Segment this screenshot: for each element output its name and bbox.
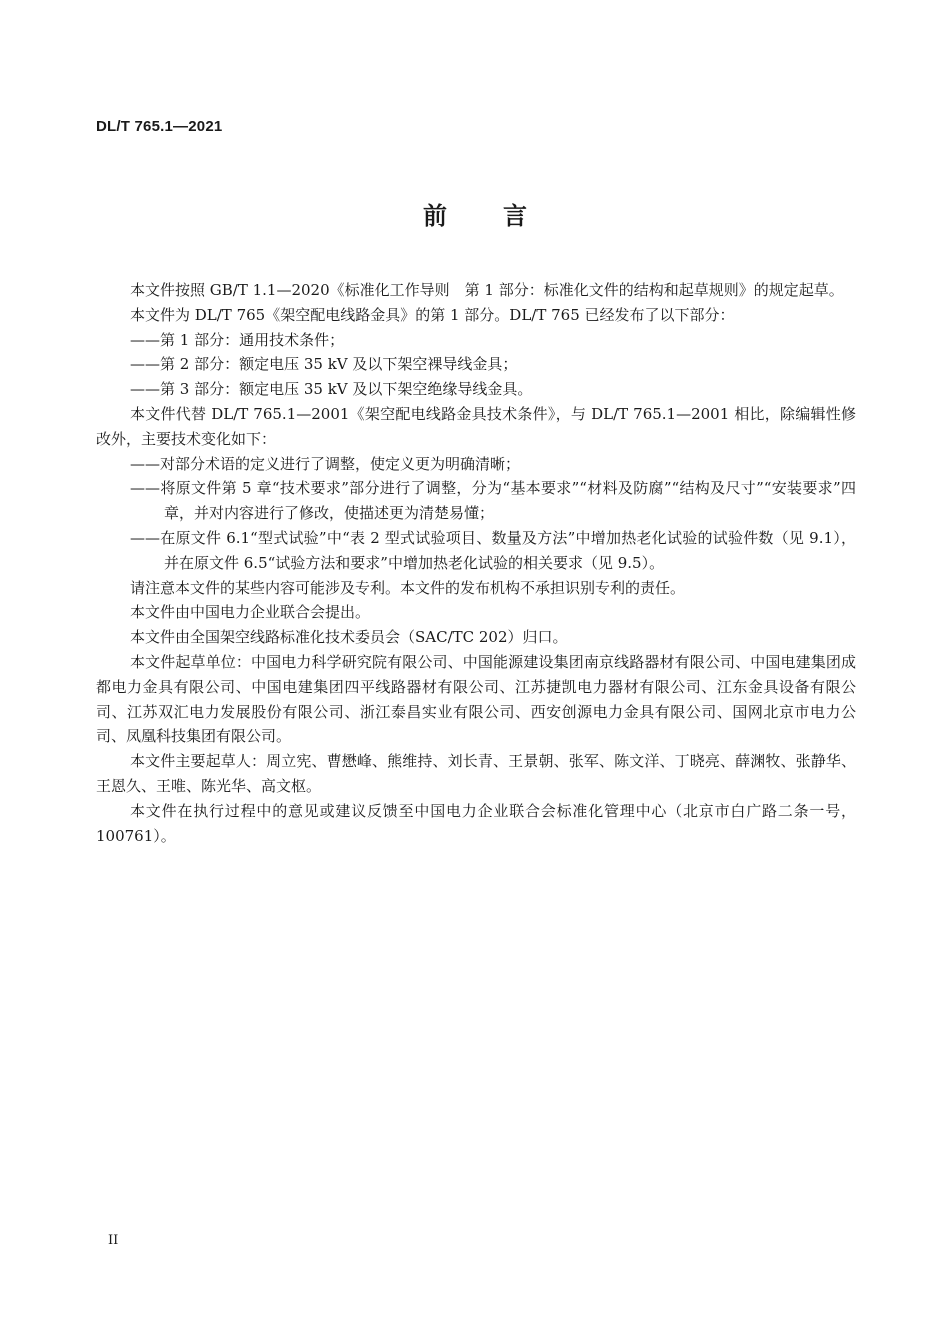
paragraph-feedback: 本文件在执行过程中的意见或建议反馈至中国电力企业联合会标准化管理中心（北京市白广路二条一号，100761）。: [96, 801, 856, 845]
list-item-change-2: ——将原文件第 5 章“技术要求”部分进行了调整，分为“基本要求”“材料及防腐”“结构及尺寸”“安装要求”四章，并对内容进行了修改，使描述更为清楚易懂；: [130, 479, 856, 523]
paragraph-drafting-units: 本文件起草单位：中国电力科学研究院有限公司、中国能源建设集团南京线路器材有限公司、中国电建集团成都电力金具有限公司、中国电建集团四平线路器材有限公司、江苏捷凯电力器材有限公司、江东金具设备有限公司、江苏双汇电力发展股份有限公司、浙江泰昌实业有限公司、西安创源电力金具有限公司、国网北京市电力公司、凤凰科技集团有限公司。: [96, 652, 856, 746]
paragraph-standard-basis: 本文件按照 GB/T 1.1—2020《标准化工作导则 第 1 部分：标准化文件的结构和起草规则》的规定起草。: [130, 281, 844, 299]
list-item-change-3: ——在原文件 6.1“型式试验”中“表 2 型式试验项目、数量及方法”中增加热老化试验的试验件数（见 9.1），并在原文件 6.5“试验方法和要求”中增加热老化试验的相关要求（见 9.5）。: [130, 528, 856, 572]
paragraph-part-info: 本文件为 DL/T 765《架空配电线路金具》的第 1 部分。DL/T 765 已经发布了以下部分：: [130, 305, 735, 324]
paragraph-replacement: 本文件代替 DL/T 765.1—2001《架空配电线路金具技术条件》，与 DL/T 765.1—2001 相比，除编辑性修改外，主要技术变化如下：: [96, 404, 856, 448]
list-item-part-1: ——第 1 部分：通用技术条件；: [130, 330, 345, 349]
paragraph-proposer: 本文件由中国电力企业联合会提出。: [130, 603, 371, 622]
paragraph-patent-notice: 请注意本文件的某些内容可能涉及专利。本文件的发布机构不承担识别专利的责任。: [130, 578, 686, 597]
page-number: II: [108, 1233, 119, 1248]
paragraph-committee: 本文件由全国架空线路标准化技术委员会（SAC/TC 202）归口。: [130, 628, 568, 647]
list-item-part-2: ——第 2 部分：额定电压 35 kV 及以下架空裸导线金具；: [130, 355, 518, 374]
paragraph-drafters: 本文件主要起草人：周立宪、曹懋峰、熊维持、刘长青、王景朝、张军、陈文洋、丁晓亮、薛渊牧、张静华、王恩久、王唯、陈光华、高文枢。: [96, 752, 856, 795]
foreword-body: [96, 278, 856, 848]
page-title: 前言: [423, 202, 583, 230]
list-item-change-1: ——对部分术语的定义进行了调整，使定义更为明确清晰；: [130, 454, 521, 473]
list-item-part-3: ——第 3 部分：额定电压 35 kV 及以下架空绝缘导线金具。: [130, 380, 533, 399]
document-number: DL/T 765.1—2021: [96, 118, 223, 135]
